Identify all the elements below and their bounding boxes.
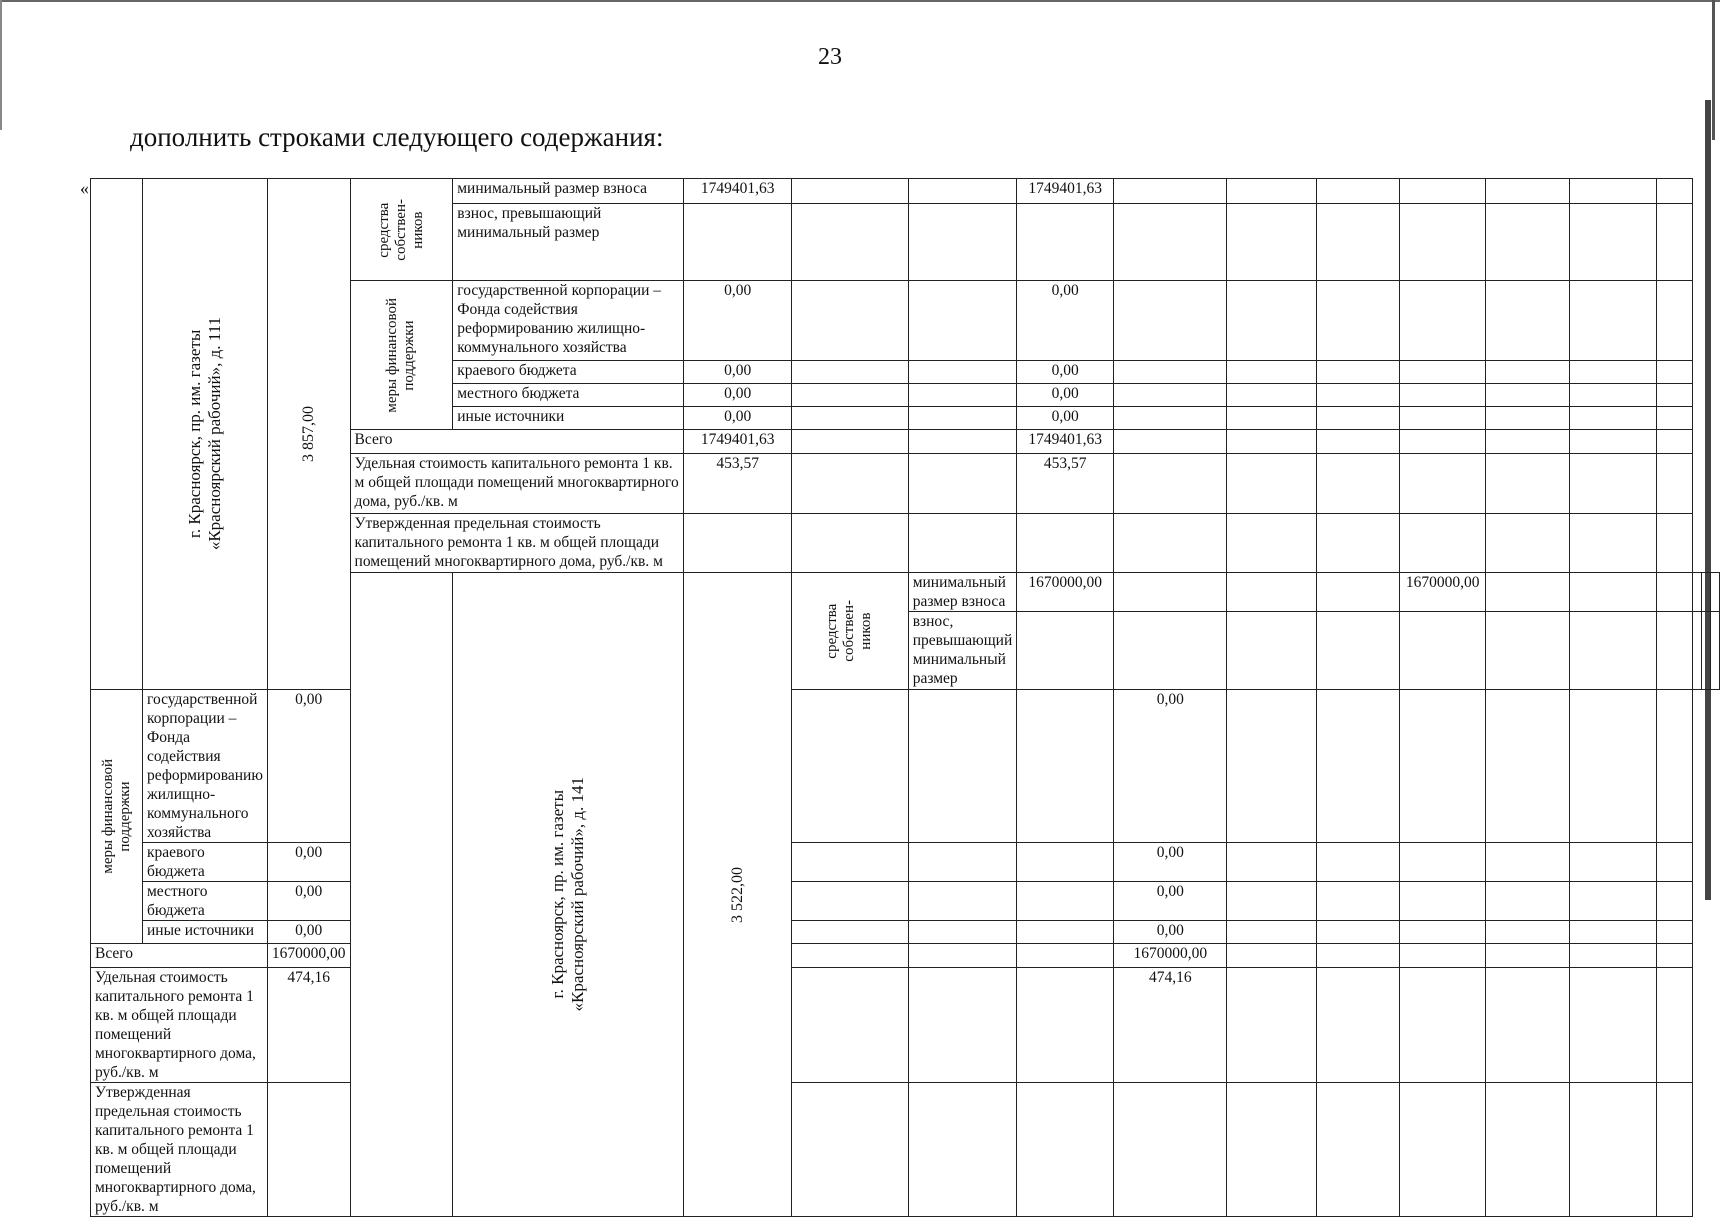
value-cell: 0,00 (684, 361, 792, 384)
row-label: местного бюджета (453, 384, 684, 407)
value-cell: 0,00 (1114, 921, 1227, 944)
open-quote: « (80, 178, 89, 198)
row-label: Утвержденная предельная стоимость капитального ремонта 1 кв. м общей площади помещений многоквартирного дома, руб./кв. м (350, 514, 684, 573)
scan-edge-right (1712, 0, 1715, 140)
row-label: иные источники (143, 921, 268, 944)
value-cell: 453,57 (1017, 454, 1114, 514)
value-cell: 1670000,00 (267, 944, 350, 968)
row-label: иные источники (453, 407, 684, 430)
table-row (91, 944, 1720, 968)
blank-cell (91, 179, 143, 690)
value-cell: 1749401,63 (1017, 179, 1114, 204)
value-cell: 1670000,00 (1400, 573, 1486, 612)
scan-edge-left (0, 0, 2, 130)
blank-cell (350, 573, 453, 1217)
row-label: взнос, превышающий минимальный размер (908, 612, 1017, 690)
row-label: Всего (350, 430, 684, 454)
row-label: краевого бюджета (453, 361, 684, 384)
row-label: краевого бюджета (143, 843, 268, 882)
area-cell: 3 522,00 (684, 573, 792, 1217)
value-cell: 1670000,00 (1114, 944, 1227, 968)
row-label: Всего (91, 944, 268, 968)
value-cell: 0,00 (267, 690, 350, 843)
value-cell: 0,00 (1017, 281, 1114, 361)
area-cell: 3 857,00 (267, 179, 350, 690)
value-cell: 0,00 (267, 921, 350, 944)
value-cell: 0,00 (267, 882, 350, 921)
scan-edge-top (0, 0, 1720, 2)
row-label: минимальный размер взноса (453, 179, 684, 204)
row-label: местного бюджета (143, 882, 268, 921)
row-label: минимальный размер взноса (908, 573, 1017, 612)
value-cell: 0,00 (1114, 882, 1227, 921)
value-cell: 1670000,00 (1017, 573, 1114, 612)
value-cell: 0,00 (684, 281, 792, 361)
owners-funds-label: средства собствен- ников (792, 573, 909, 690)
row-label: государственной корпорации – Фонда содействия реформированию жилищно-коммунального хозяйства (143, 690, 268, 843)
owners-funds-label: средства собствен- ников (350, 179, 453, 281)
value-cell: 474,16 (267, 968, 350, 1083)
value-cell: 1749401,63 (684, 430, 792, 454)
intro-text: дополнить строками следующего содержания: (130, 122, 664, 152)
value-cell: 1749401,63 (684, 179, 792, 204)
row-label: государственной корпорации – Фонда содействия реформированию жилищно-коммунального хозяйства (453, 281, 684, 361)
table-row (91, 843, 1720, 882)
row-label: Удельная стоимость капитального ремонта 1 кв. м общей площади помещений многоквартирного дома, руб./кв. м (91, 968, 268, 1083)
value-cell: 0,00 (1017, 407, 1114, 430)
table-row (91, 968, 1720, 1083)
row-label: Удельная стоимость капитального ремонта 1 кв. м общей площади помещений многоквартирного дома, руб./кв. м (350, 454, 684, 514)
support-measures-label: меры финансовой поддержки (91, 690, 143, 944)
value-cell: 0,00 (1017, 361, 1114, 384)
value-cell: 0,00 (1114, 843, 1227, 882)
support-measures-label: меры финансовой поддержки (350, 281, 453, 430)
value-cell: 0,00 (267, 843, 350, 882)
address-cell: г. Красноярск, пр. им. газеты «Красноярский рабочий», д. 141 (453, 573, 684, 1217)
value-cell: 0,00 (1017, 384, 1114, 407)
value-cell: 0,00 (1114, 690, 1227, 843)
table-row (91, 1083, 1720, 1217)
table-row (91, 179, 1720, 204)
page-number: 23 (818, 44, 842, 70)
capital-repair-table (90, 178, 1720, 1217)
value-cell: 1749401,63 (1017, 430, 1114, 454)
value-cell: 0,00 (684, 384, 792, 407)
address-cell: г. Красноярск, пр. им. газеты «Красноярский рабочий», д. 111 (143, 179, 268, 690)
row-label: взнос, превышающий минимальный размер (453, 204, 684, 281)
table-row (91, 921, 1720, 944)
value-cell: 453,57 (684, 454, 792, 514)
table-row (91, 882, 1720, 921)
row-label: Утвержденная предельная стоимость капитального ремонта 1 кв. м общей площади помещений многоквартирного дома, руб./кв. м (91, 1083, 268, 1217)
value-cell: 474,16 (1114, 968, 1227, 1083)
value-cell: 0,00 (684, 407, 792, 430)
table-row (91, 690, 1720, 843)
